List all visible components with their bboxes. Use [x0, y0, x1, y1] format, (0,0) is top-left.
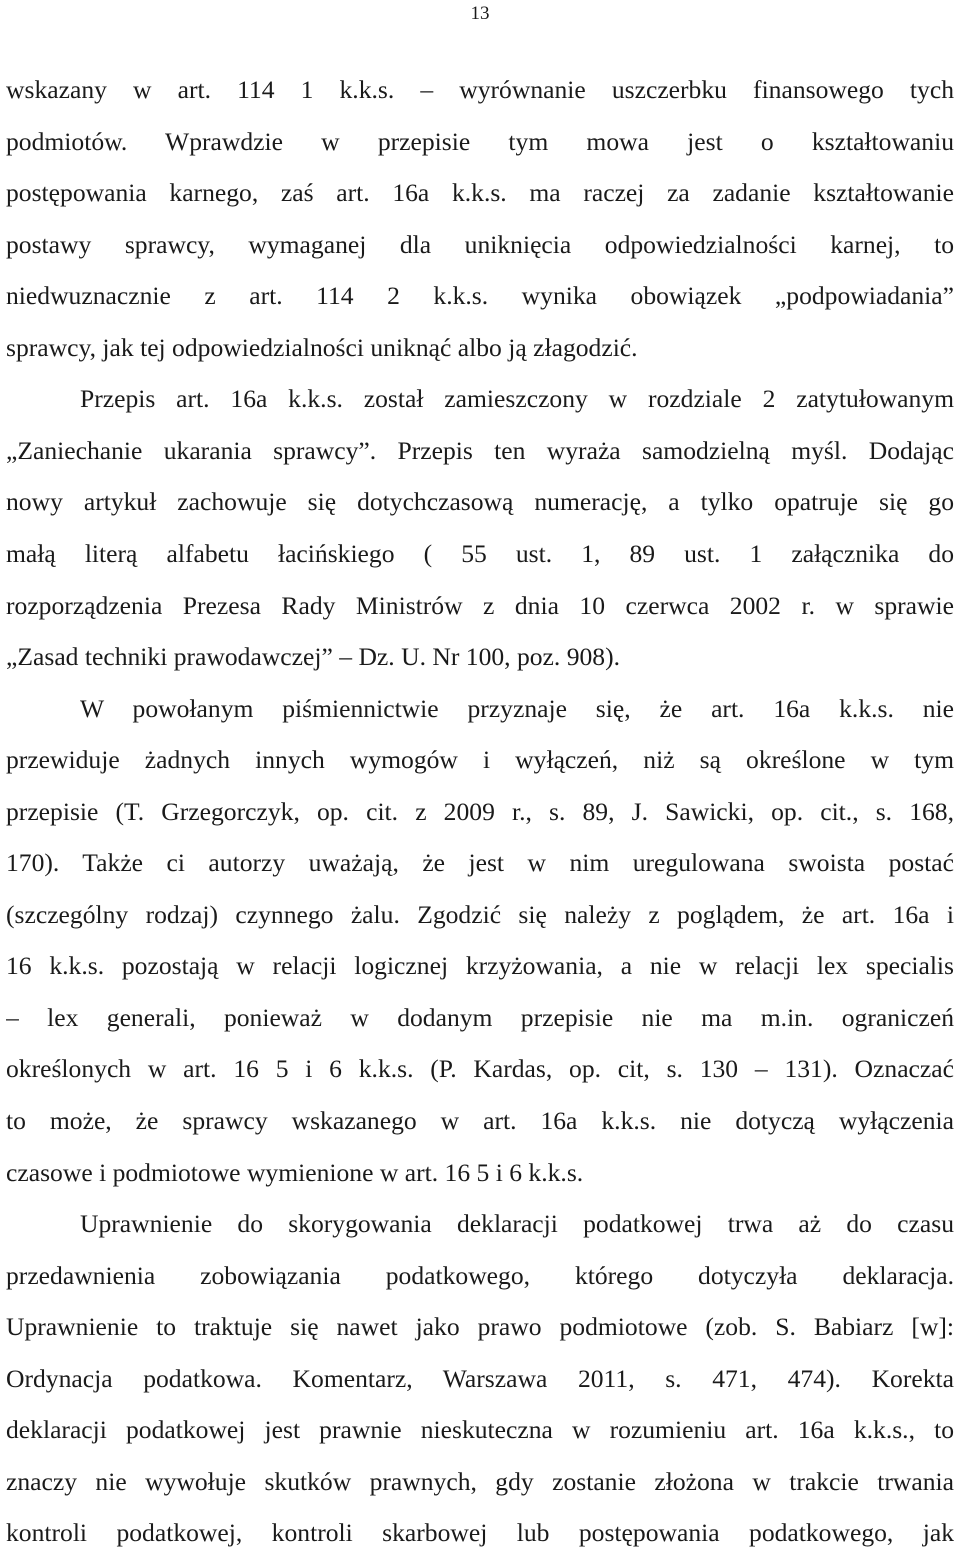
text-line: Ordynacja podatkowa. Komentarz, Warszawa 2011, s. 471, 474). Korekta — [6, 1363, 954, 1393]
text-line: Przepis art. 16a k.k.s. został zamieszczony w rozdziale 2 zatytułowanym — [80, 384, 954, 414]
text-line: rozporządzenia Prezesa Rady Ministrów z dnia 10 czerwca 2002 r. w sprawie — [6, 590, 954, 620]
text-line: (szczególny rodzaj) czynnego żalu. Zgodzić się należy z poglądem, że art. 16a i — [6, 899, 954, 929]
text-line: wskazany w art. 114 1 k.k.s. – wyrównanie uszczerbku finansowego tych — [6, 75, 954, 104]
text-line: postępowania karnego, zaś art. 16a k.k.s. ma raczej za zadanie kształtowanie — [6, 178, 954, 208]
text-line: 170). Także ci autorzy uważają, że jest w nim uregulowana swoista postać — [6, 848, 954, 878]
text-line: – lex generali, ponieważ w dodanym przepisie nie ma m.in. ograniczeń — [6, 1002, 954, 1032]
text-line: małą literą alfabetu łacińskiego ( 55 ust. 1, 89 ust. 1 załącznika do — [6, 539, 954, 568]
text-line: przewiduje żadnych innych wymogów i wyłączeń, niż są określone w tym — [6, 745, 954, 775]
text-line: postawy sprawcy, wymaganej dla uniknięcia odpowiedzialności karnej, to — [6, 229, 954, 259]
text-line: Uprawnienie do skorygowania deklaracji podatkowej trwa aż do czasu — [80, 1209, 954, 1239]
text-line: to może, że sprawcy wskazanego w art. 16a k.k.s. nie dotyczą wyłączenia — [6, 1106, 954, 1135]
text-line: „Zaniechanie ukarania sprawcy”. Przepis ten wyraża samodzielną myśl. Dodając — [6, 435, 954, 465]
text-line: „Zasad techniki prawodawczej” – Dz. U. Nr 100, poz. 908). — [6, 642, 621, 671]
text-line: Uprawnienie to traktuje się nawet jako prawo podmiotowe (zob. S. Babiarz [w]: — [6, 1312, 954, 1342]
text-line: kontroli podatkowej, kontroli skarbowej lub postępowania podatkowego, jak — [6, 1518, 954, 1548]
text-line: nowy artykuł zachowuje się dotychczasową numerację, a tylko opatruje się go — [6, 487, 954, 517]
text-line: niedwuznacznie z art. 114 2 k.k.s. wynika obowiązek „podpowiadania” — [6, 281, 954, 311]
text-line: sprawcy, jak tej odpowiedzialności uniknąć albo ją złagodzić. — [6, 332, 638, 362]
text-line: czasowe i podmiotowe wymienione w art. 16 5 i 6 k.k.s. — [6, 1157, 584, 1187]
page-number: 13 — [470, 3, 490, 24]
text-line: podmiotów. Wprawdzie w przepisie tym mowa jest o kształtowaniu — [6, 126, 954, 156]
text-line: przepisie (T. Grzegorczyk, op. cit. z 2009 r., s. 89, J. Sawicki, op. cit., s. 168, — [6, 796, 954, 826]
text-line: określonych w art. 16 5 i 6 k.k.s. (P. Kardas, op. cit, s. 130 – 131). Oznaczać — [6, 1054, 954, 1084]
text-line: W powołanym piśmiennictwie przyznaje się, że art. 16a k.k.s. nie — [80, 693, 954, 723]
text-line: 16 k.k.s. pozostają w relacji logicznej krzyżowania, a nie w relacji lex specialis — [6, 951, 954, 981]
text-line: deklaracji podatkowej jest prawnie nieskuteczna w rozumieniu art. 16a k.k.s., to — [6, 1415, 954, 1445]
text-line: przedawnienia zobowiązania podatkowego, którego dotyczyła deklaracja. — [6, 1260, 954, 1290]
text-line: znaczy nie wywołuje skutków prawnych, gdy zostanie złożona w trakcie trwania — [6, 1466, 954, 1496]
